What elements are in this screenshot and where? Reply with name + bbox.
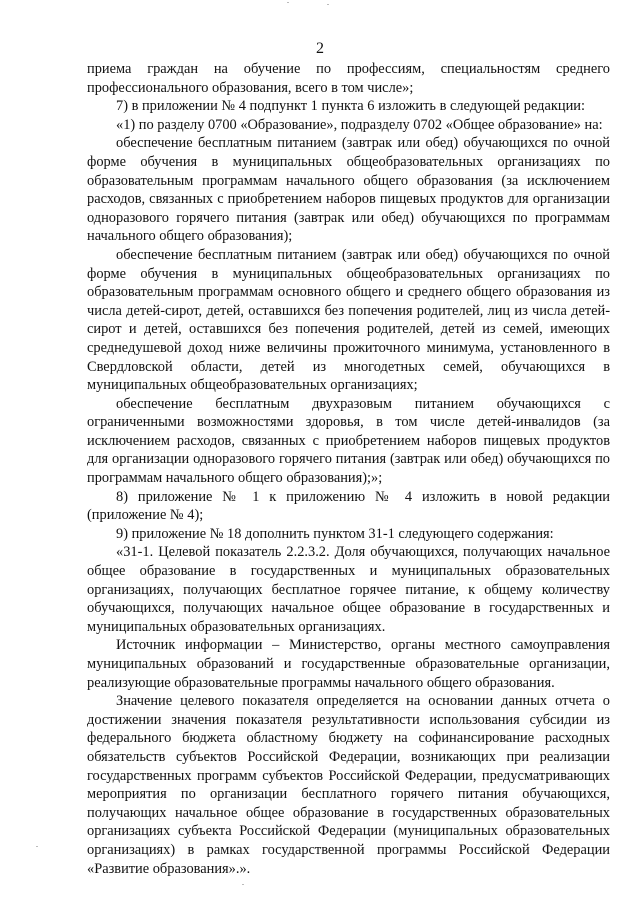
paragraph-item-9: 9) приложение № 18 дополнить пунктом 31-1 следующего содержания: bbox=[116, 525, 554, 542]
paragraph-item-8: 8) приложение № 1 к приложению № 4 изложить в новой редакции (приложение № 4); bbox=[87, 488, 610, 524]
paragraph-continuation: приема граждан на обучение по профессиям, специальностям среднего профессионального образования, всего в том числе»; bbox=[87, 61, 610, 96]
scan-speck bbox=[36, 846, 38, 847]
paragraph-free-meals-primary: обеспечение бесплатным питанием (завтрак или обед) обучающихся по очной форме обучения в муниципальных общеобразовательных организациях по образовательным программам начального общего образования (за исключением расходов, связанных с приобретением наборов пищевых продуктов для организации одноразового горячего питания (завтрак или обед) обучающихся по программам начального общего образования); bbox=[87, 135, 610, 245]
paragraph-item-7: 7) в приложении № 4 подпункт 1 пункта 6 изложить в следующей редакции: bbox=[116, 98, 585, 115]
paragraph-indicator-calculation: Значение целевого показателя определяется на основании данных отчета о достижении значения показателя результативности использования субсидии из федерального бюджета областному бюджету на софинансирование расходных обязательств субъектов Российской Федерации, возникающих при реализации государственных программ субъектов Российской Федерации, предусматривающих мероприятия по организации бесплатного горячего питания обучающихся, получающих начальное общее образование в государственных образовательных организациях субъекта Российской Федерации (муниципальных образовательных организациях) в рамках государственной программы Российской Федерации «Развитие образования».». bbox=[87, 693, 610, 877]
scan-speck bbox=[327, 4, 329, 5]
document-body bbox=[87, 60, 610, 878]
paragraph-free-meals-secondary: обеспечение бесплатным питанием (завтрак или обед) обучающихся по очной форме обучения в муниципальных общеобразовательных организациях по образовательным программам основного общего и среднего общего образования из числа детей-сирот, детей, оставшихся без попечения родителей, лиц из числа детей-сирот и детей, оставшихся без попечения родителей, детей из семей, имеющих среднедушевой доход ниже величины прожиточного минимума, установленного в Свердловской области, детей из многодетных семей, обучающихся в муниципальных общеобразовательных организациях; bbox=[87, 246, 610, 394]
scan-speck bbox=[287, 2, 289, 3]
scan-speck bbox=[242, 884, 244, 885]
page-number: 2 bbox=[316, 40, 324, 57]
paragraph-subsection-0702: «1) по разделу 0700 «Образование», подразделу 0702 «Общее образование» на: bbox=[116, 116, 603, 133]
paragraph-target-indicator: «31-1. Целевой показатель 2.2.3.2. Доля обучающихся, получающих начальное общее образование в государственных и муниципальных образовательных организациях, получающих бесплатное горячее питание, к общему количеству обучающихся, получающих начальное общее образование в государственных и муниципальных образовательных организациях. bbox=[87, 544, 610, 635]
paragraph-information-source: Источник информации – Министерство, органы местного самоуправления муниципальных образований и государственные образовательные организации, реализующие образовательные программы начального общего образования. bbox=[87, 637, 610, 691]
paragraph-free-meals-disabled: обеспечение бесплатным двухразовым питанием обучающихся с ограниченными возможностями здоровья, в том числе детей-инвалидов (за исключением расходов, связанных с приобретением наборов пищевых продуктов для организации одноразового горячего питания (завтрак или обед) обучающихся по программам начального общего образования);»; bbox=[87, 395, 610, 487]
